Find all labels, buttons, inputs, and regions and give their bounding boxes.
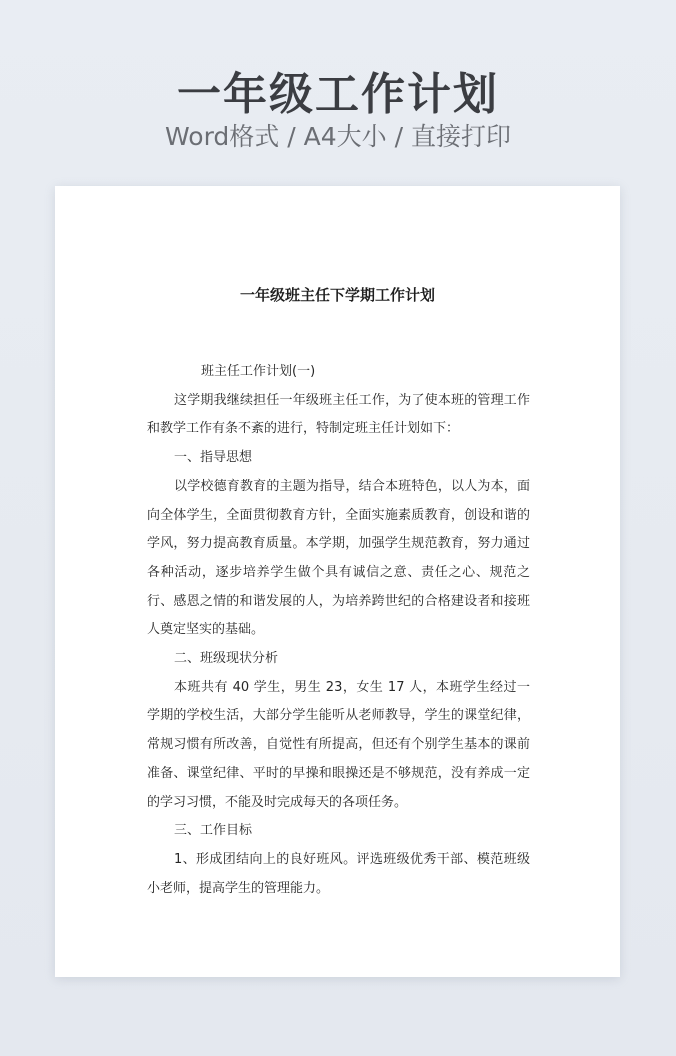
paragraph-work-goals: 1、形成团结向上的良好班风。评选班级优秀干部、模范班级小老师，提高学生的管理能力。 — [147, 851, 530, 896]
document-title: 一年级班主任下学期工作计划 — [239, 286, 435, 304]
document-body — [147, 358, 530, 903]
section-heading-class-analysis: 二、班级现状分析 — [174, 651, 279, 667]
paragraph-class-analysis: 本班共有 40 学生，男生 23，女生 17 人，本班学生经过一学期的学校生活，大部分学生能听从老师教导，学生的课堂纪律，常规习惯有所改善，自觉性有所提高，但还有个别学生基本的课前准备、课堂纪律、平时的早操和眼操还是不够规范，没有养成一定的学习习惯，不能及时完成每天的各项任务。 — [147, 679, 530, 810]
paragraph-intro: 这学期我继续担任一年级班主任工作，为了使本班的管理工作和教学工作有条不紊的进行，特制定班主任计划如下： — [147, 392, 530, 437]
banner-title: 一年级工作计划 — [177, 69, 499, 120]
document-subheading: 班主任工作计划(一) — [201, 364, 316, 379]
paragraph-guiding-thought: 以学校德育教育的主题为指导，结合本班特色，以人为本，面向全体学生，全面贯彻教育方针，全面实施素质教育，创设和谐的学风，努力提高教育质量。本学期，加强学生规范教育，努力通过各种活动，逐步培养学生做个具有诚信之意、责任之心、规范之行、感恩之情的和谐发展的人，为培养跨世纪的合格建设者和接班人奠定坚实的基础。 — [147, 478, 530, 638]
document-page — [55, 186, 620, 977]
section-heading-guiding-thought: 一、指导思想 — [174, 450, 253, 466]
banner-subtitle: Word格式 / A4大小 / 直接打印 — [165, 122, 511, 151]
section-heading-work-goals: 三、工作目标 — [174, 823, 253, 839]
